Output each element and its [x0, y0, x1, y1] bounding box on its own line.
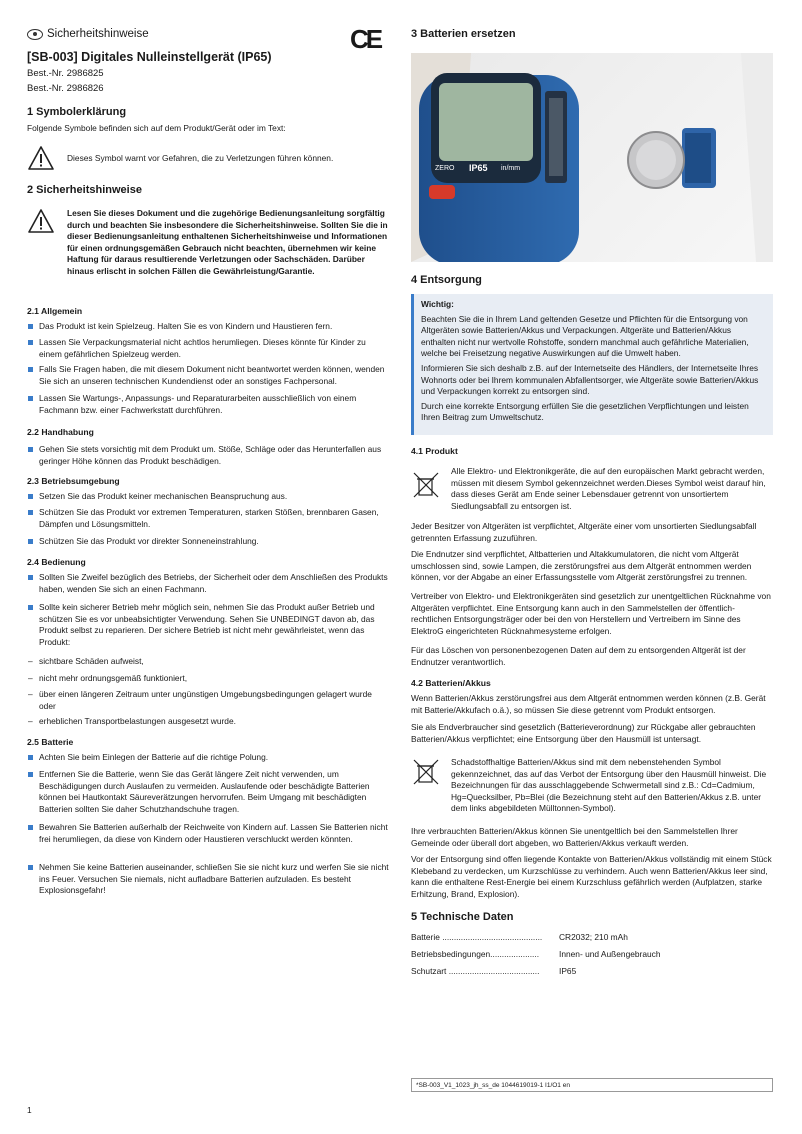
crossed-bin-icon: [411, 757, 441, 787]
paragraph: Ihre verbrauchten Batterien/Akkus können Sie unentgeltlich bei den Sammelstellen Ihrer Gemeinde oder überall dort abgeben, wo Batterien/Akkus verkauft werden.: [411, 826, 738, 848]
weee-symbol-text: Alle Elektro- und Elektronikgeräte, die auf den europäischen Markt gebracht werden, müssen mit diesem Symbol gekennzeichnet werden.Dieses Symbol weist darauf hin, dass dieses Gerät am Ende seiner Lebensdauer getrennt von unsortiertem Siedlungsabfall zu entsorgen ist.: [451, 466, 766, 511]
important-paragraph: Beachten Sie die in Ihrem Land geltenden Gesetze und Pflichten für die Entsorgung von Altgeräten sowie Batterien/Akkus und Verpackungen. Altgeräte und Batterien/Akkus enthalten nicht nur wertvolle Rohstoffe, sondern manchmal auch gefährliche Materialien, welche bei Freisetzung negative Auswirkungen auf die Umwelt haben.: [421, 313, 749, 359]
section-label: Sicherheitshinweise: [27, 28, 149, 40]
section-2-5-heading: 2.5 Batterie: [27, 737, 74, 747]
list-item: Sollte kein sicherer Betrieb mehr möglich sein, nehmen Sie das Produkt außer Betrieb und schützen Sie es vor unbeabsichtigter Verwendung. Sehen Sie UNBEDINGT davon ab, das Produkt selbst zu reparieren. Der sichere Betrieb ist nicht mehr gewährleistet, wenn das Produkt:: [27, 602, 389, 648]
paragraph: Vor der Entsorgung sind offen liegende Kontakte von Batterien/Akkus vollständig mit einem Stück Klebeband zu verdecken, um Kurzschlüsse zu verhindern. Auch wenn Batterien/Akkus leer sind, kann die enthaltene Rest-Energie bei einem Kurzschluss gefährlich werden (Aufplatzen, starke Erhitzung, Brand, Explosion).: [411, 854, 772, 899]
important-title: Wichtig:: [421, 299, 454, 309]
battery-symbol-text: Schadstoffhaltige Batterien/Akkus sind mit dem nebenstehenden Symbol gekennzeichnet, das auf das Verbot der Entsorgung über den Hausmüll hinweist. Die Bezeichnungen für das ausschlaggebende Schwermetall sind z.B.: Cd=Cadmium, Hg=Quecksilber, Pb=Blei (die Bezeichnung steht auf den Batterien/Akkus z.B. unter dem links abgebildeten Mülltonnen-Symbol).: [451, 757, 767, 814]
section-2-3-heading: 2.3 Betriebsumgebung: [27, 476, 120, 486]
list-item: Lassen Sie Verpackungsmaterial nicht achtlos herumliegen. Dieses könnte für Kinder zu einem gefährlichen Spielzeug werden.: [27, 337, 389, 360]
list-item: Bewahren Sie Batterien außerhalb der Reichweite von Kindern auf. Lassen Sie Batterien nicht frei herumliegen, da diese von Kindern oder Haustieren verschluckt werden könnten.: [27, 822, 389, 845]
spec-value: Innen- und Außengebrauch: [559, 949, 661, 959]
paragraph: Die Endnutzer sind verpflichtet, Altbatterien und Altakkumulatoren, die nicht vom Altgerät umschlossen sind, sowie Lampen, die zerstörungsfrei aus dem Altgerät entnommen werden können, vor der Abgabe an einer Erfassungsstelle vom Altgerät zerstörungsfrei zu trennen.: [411, 549, 752, 583]
warning-triangle-icon: [27, 208, 55, 234]
important-box: [411, 294, 773, 435]
spec-key: Betriebsbedingungen.....................: [411, 949, 540, 959]
safety-bold-note: Lesen Sie dieses Dokument und die zugehörige Bedienungsanleitung sorgfältig durch und beachten Sie insbesondere die Sicherheitshinweise. Sollten Sie die in dieser Bedienungsanleitung enthaltenen Sicherheitshinweise und Informationen für einen ordnungsgemäßen Gebrauch nicht beachten, übernehmen wir keine Haftung für daraus resultierende Verletzungen oder Sachschäden. Darüber hinaus erlischt in solchen Fällen die Gewährleistung/Garantie.: [67, 208, 388, 276]
section-3-heading: 3 Batterien ersetzen: [411, 28, 516, 40]
list-item: Das Produkt ist kein Spielzeug. Halten Sie es von Kindern und Haustieren fern.: [27, 321, 389, 333]
battery-replacement-photo: [411, 53, 773, 262]
section-1-intro: Folgende Symbole befinden sich auf dem Produkt/Gerät oder im Text:: [27, 123, 286, 133]
document-id-box: *SB-003_V1_1023_jh_ss_de 1044619019-1 I1/O1 en: [411, 1078, 773, 1092]
list-item: Setzen Sie das Produkt keiner mechanischen Beanspruchung aus.: [27, 491, 389, 503]
section-2-4-heading: 2.4 Bedienung: [27, 557, 86, 567]
list-item: Gehen Sie stets vorsichtig mit dem Produkt um. Stöße, Schläge oder das Herunterfallen aus geringer Höhe können das Produkt beschädigen.: [27, 444, 389, 467]
list-item: Lassen Sie Wartungs-, Anpassungs- und Reparaturarbeiten ausschließlich von einem Fachmann bzw. einer Fachwerkstatt durchführen.: [27, 393, 389, 416]
important-paragraph: Informieren Sie sich deshalb z.B. auf der Internetseite des Händlers, der Internetseite Ihres Wohnorts oder bei Ihrem kommunalen Abfallentsorger, wie Altgeräte sowie Batterien/Akkus und Verpackungen korrekt zu entsorgen sind.: [421, 362, 759, 397]
page-number: 1: [27, 1105, 32, 1115]
page-title: [SB-003] Digitales Nulleinstellgerät (IP65): [27, 50, 272, 64]
list-item: Schützen Sie das Produkt vor direkter Sonneneinstrahlung.: [27, 536, 389, 548]
list-item: Nehmen Sie keine Batterien auseinander, schließen Sie sie nicht kurz und werfen Sie sie nicht ins Feuer. Versuchen Sie niemals, nicht aufladbare Batterien aufzuladen. Es besteht Explosionsgefahr!: [27, 862, 389, 897]
section-2-2-heading: 2.2 Handhabung: [27, 427, 94, 437]
section-4-heading: 4 Entsorgung: [411, 274, 482, 286]
crossed-bin-icon: [411, 470, 441, 500]
paragraph: Jeder Besitzer von Altgeräten ist verpflichtet, Altgeräte einer vom unsortierten Siedlungsabfall getrennten Erfassung zuzuführen.: [411, 521, 757, 543]
dash-item: – nicht mehr ordnungsgemäß funktioniert,: [27, 673, 389, 685]
device-unit-label: in/mm: [501, 165, 521, 172]
paragraph: Wenn Batterien/Akkus zerstörungsfrei aus dem Altgerät entnommen werden können (z.B. Gerät mit Batterie/Akkufach o.ä.), so müssen Sie diese getrennt vom Produkt entsorgen.: [411, 693, 766, 715]
device-illustration: [411, 53, 773, 262]
spec-value: IP65: [559, 966, 577, 976]
spec-value: CR2032; 210 mAh: [559, 932, 628, 942]
section-2-heading: 2 Sicherheitshinweise: [27, 184, 142, 196]
spec-key: Batterie ...........................................: [411, 932, 543, 942]
section-4-2-heading: 4.2 Batterien/Akkus: [411, 678, 491, 688]
paragraph: Für das Löschen von personenbezogenen Daten auf dem zu entsorgenden Altgerät ist der Endnutzer verantwortlich.: [411, 645, 746, 667]
section-2-1-heading: 2.1 Allgemein: [27, 306, 83, 316]
important-paragraph: Durch eine korrekte Entsorgung erfüllen Sie die gesetzlichen Verpflichtungen und leisten Ihren Beitrag zum Umweltschutz.: [421, 400, 749, 423]
spec-key: Schutzart .......................................: [411, 966, 540, 976]
list-item: Sollten Sie Zweifel bezüglich des Betriebs, der Sicherheit oder dem Anschließen des Produkts haben, wenden Sie sich an einen Fachmann.: [27, 572, 389, 595]
eye-icon: [27, 29, 43, 40]
order-number-1: Best.-Nr. 2986825: [27, 68, 104, 79]
list-item: Achten Sie beim Einlegen der Batterie auf die richtige Polung.: [27, 752, 389, 764]
ce-mark: CE: [350, 24, 381, 54]
paragraph: Sie als Endverbraucher sind gesetzlich (Batterieverordnung) zur Rückgabe aller gebrauchten Batterien/Akkus verpflichtet; eine Entsorgung über den Hausmüll ist untersagt.: [411, 722, 756, 744]
section-4-1-heading: 4.1 Produkt: [411, 446, 458, 456]
order-number-2: Best.-Nr. 2986826: [27, 83, 104, 94]
warning-symbol-text: Dieses Symbol warnt vor Gefahren, die zu Verletzungen führen können.: [67, 153, 334, 163]
list-item: Schützen Sie das Produkt vor extremen Temperaturen, starken Stößen, brennbaren Gasen, Dämpfen und Lösungsmitteln.: [27, 507, 389, 530]
dash-item: – sichtbare Schäden aufweist,: [27, 656, 389, 668]
list-item: Entfernen Sie die Batterie, wenn Sie das Gerät längere Zeit nicht verwenden, um Beschädigungen durch Auslaufen zu vermeiden. Auslaufende oder beschädigte Batterien können bei Hautkontakt Säureverätzungen hervorrufen. Beim Umgang mit beschädigten Batterien sollten Sie daher Schutzhandschuhe tragen.: [27, 769, 389, 815]
section-1-heading: 1 Symbolerklärung: [27, 106, 127, 118]
section-5-heading: 5 Technische Daten: [411, 911, 514, 923]
warning-triangle-icon: [27, 145, 55, 171]
device-zero-label: ZERO: [435, 165, 455, 172]
list-item: Falls Sie Fragen haben, die mit diesem Dokument nicht beantwortet werden können, wenden Sie sich an unseren technischen Kundendienst oder an sonstiges Fachpersonal.: [27, 364, 389, 387]
device-ip65-label: IP65: [469, 163, 488, 173]
dash-item: – über einen längeren Zeitraum unter ungünstigen Umgebungsbedingungen gelagert wurde oder: [27, 689, 389, 712]
paragraph: Vertreiber von Elektro- und Elektronikgeräten sind gesetzlich zur unentgeltlichen Rücknahme von Altgeräten verpflichtet. Eine Entsorgung kann auch in den Sammelstellen der öffentlich-rechtlichen Entsorgungsträger oder bei den von Herstellern und Vertreibern im Sinne des ElektroG eingerichteten Rücknahmesysteme erfolgen.: [411, 591, 771, 636]
dash-item: – erheblichen Transportbelastungen ausgesetzt wurde.: [27, 716, 389, 728]
